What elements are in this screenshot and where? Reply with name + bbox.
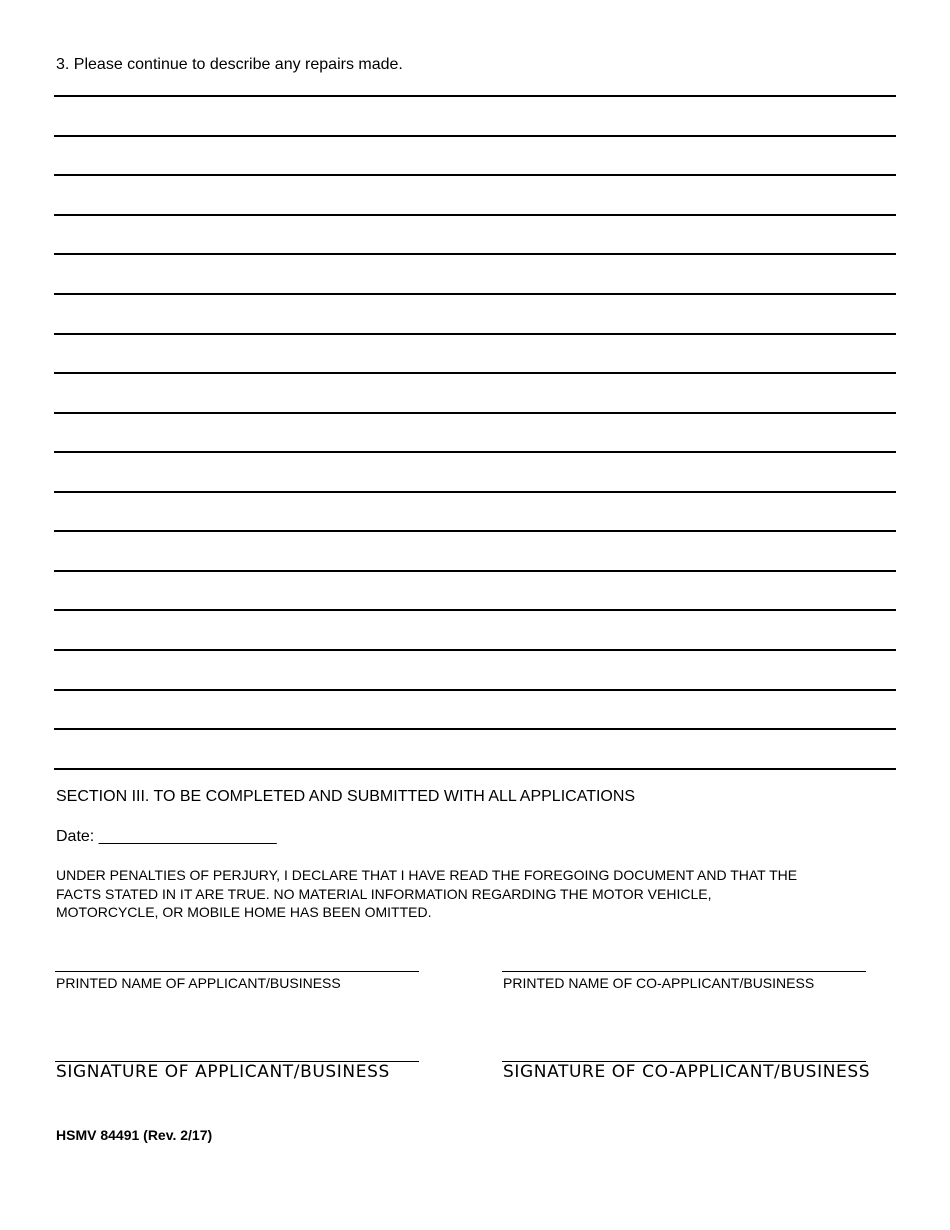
repair-line[interactable]	[54, 293, 896, 295]
signature-applicant-label: SIGNATURE OF APPLICANT/BUSINESS	[56, 1062, 390, 1082]
repair-line[interactable]	[54, 253, 896, 255]
repair-line[interactable]	[54, 609, 896, 611]
printed-name-coapplicant-line[interactable]	[502, 971, 866, 972]
repair-line[interactable]	[54, 491, 896, 493]
repair-line[interactable]	[54, 412, 896, 414]
printed-name-applicant-line[interactable]	[55, 971, 419, 972]
repair-line[interactable]	[54, 214, 896, 216]
signature-coapplicant-label: SIGNATURE OF CO-APPLICANT/BUSINESS	[503, 1062, 871, 1082]
declaration-line: UNDER PENALTIES OF PERJURY, I DECLARE THAT I HAVE READ THE FOREGOING DOCUMENT AND THAT THE	[56, 867, 798, 883]
declaration-line: FACTS STATED IN IT ARE TRUE. NO MATERIAL INFORMATION REGARDING THE MOTOR VEHICLE,	[56, 885, 712, 902]
repair-line[interactable]	[54, 372, 896, 374]
date-field[interactable]: Date: ____________________	[56, 828, 277, 845]
repair-line[interactable]	[54, 95, 896, 97]
repair-line[interactable]	[54, 649, 896, 651]
repairs-question-label: 3. Please continue to describe any repairs made.	[56, 56, 403, 73]
repair-line[interactable]	[54, 135, 896, 137]
repair-line[interactable]	[54, 333, 896, 335]
declaration-line: MOTORCYCLE, OR MOBILE HOME HAS BEEN OMITTED.	[56, 904, 432, 920]
repair-line[interactable]	[54, 174, 896, 176]
repair-line[interactable]	[54, 570, 896, 572]
repair-line[interactable]	[54, 451, 896, 453]
repair-line[interactable]	[54, 768, 896, 770]
printed-name-coapplicant-label: PRINTED NAME OF CO-APPLICANT/BUSINESS	[503, 975, 815, 991]
printed-name-applicant-label: PRINTED NAME OF APPLICANT/BUSINESS	[56, 975, 341, 991]
form-number: HSMV 84491 (Rev. 2/17)	[56, 1127, 213, 1143]
section-title: SECTION III. TO BE COMPLETED AND SUBMITTED WITH ALL APPLICATIONS	[56, 788, 636, 805]
repair-line[interactable]	[54, 530, 896, 532]
perjury-declaration	[56, 866, 906, 922]
repair-line[interactable]	[54, 689, 896, 691]
repair-line[interactable]	[54, 728, 896, 730]
